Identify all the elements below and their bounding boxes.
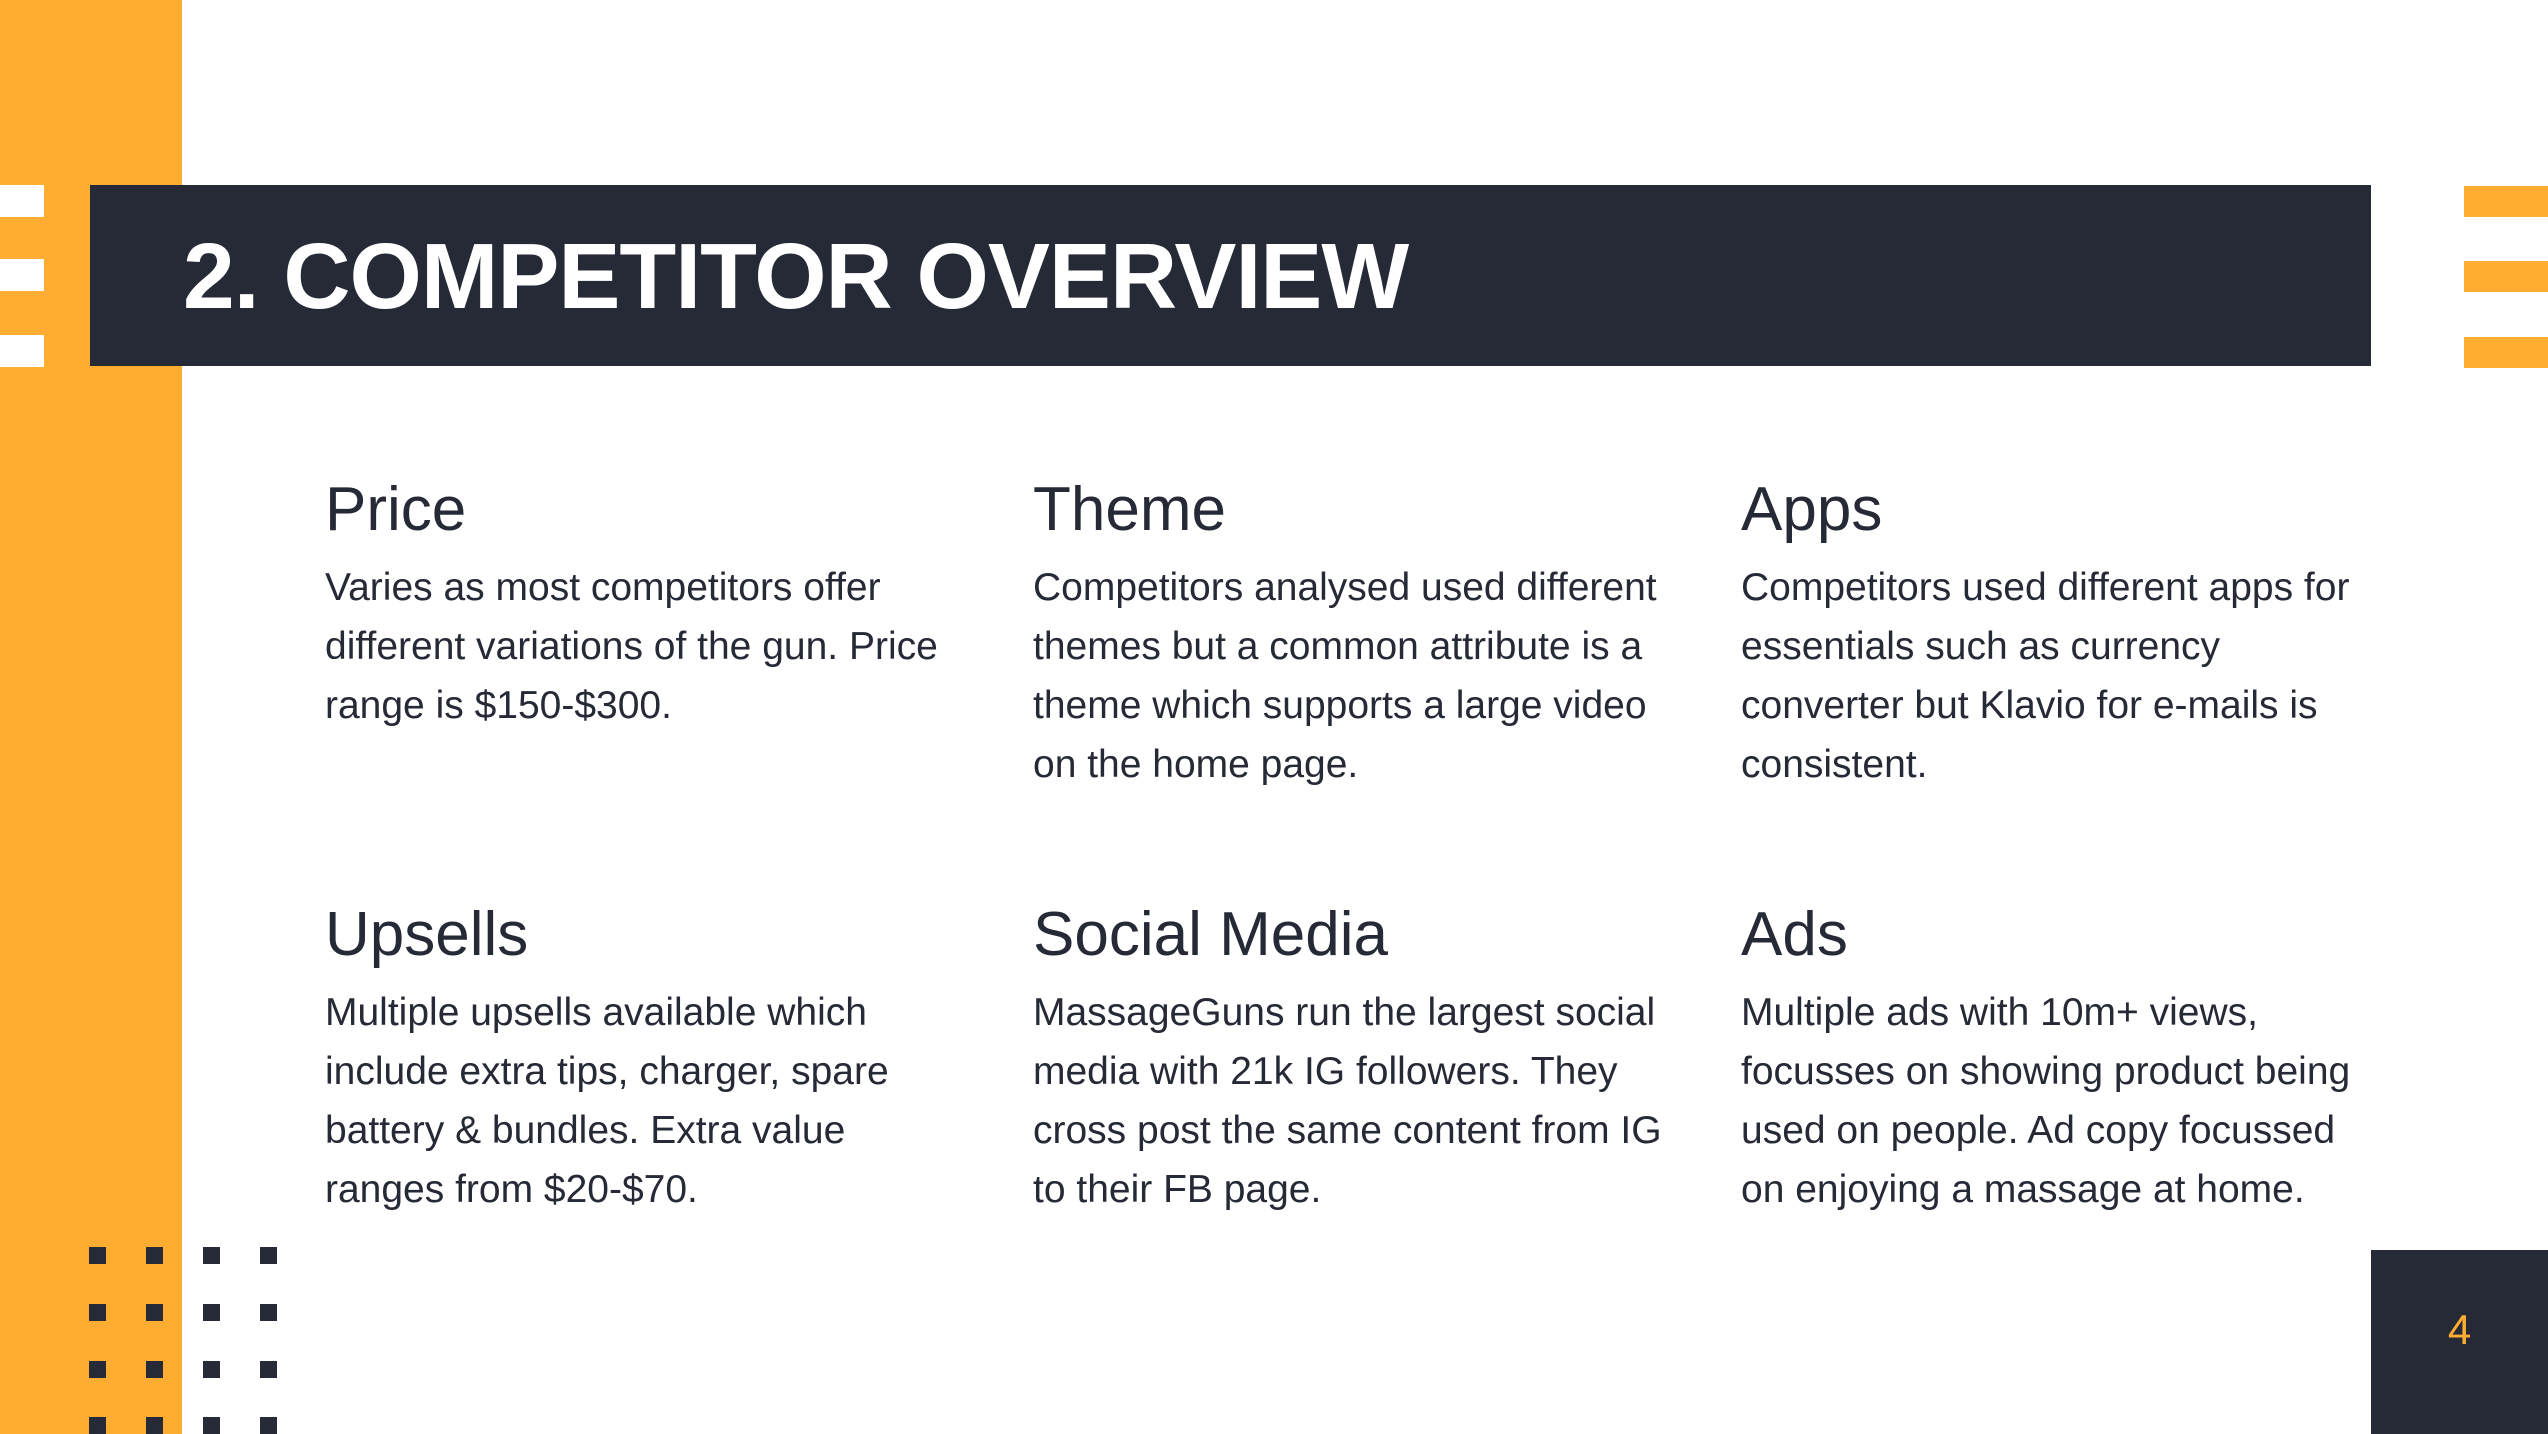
- dot: [203, 1417, 220, 1434]
- card-body: Competitors used different apps for essentials such as currency converter but Klavio for e-mails is consistent.: [1741, 566, 2350, 786]
- dot: [260, 1361, 277, 1378]
- dot: [146, 1304, 163, 1321]
- dot: [260, 1247, 277, 1264]
- right-stripe: [2464, 186, 2548, 217]
- card-heading: Upsells: [325, 900, 529, 969]
- dot: [203, 1361, 220, 1378]
- card-heading: Ads: [1741, 900, 1848, 969]
- card-social-media: [1033, 899, 1673, 1219]
- card-upsells: [325, 899, 965, 1219]
- right-stripe: [2464, 337, 2548, 368]
- card-body: MassageGuns run the largest social media with 21k IG followers. They cross post the same content from IG to their FB page.: [1033, 991, 1662, 1211]
- card-heading: Social Media: [1033, 900, 1388, 969]
- dot: [146, 1247, 163, 1264]
- card-heading: Theme: [1033, 475, 1226, 544]
- dot-grid-decoration: [89, 1247, 279, 1434]
- title-banner: [90, 185, 2371, 366]
- left-stripe: [0, 259, 44, 291]
- card-body: Varies as most competitors offer different variations of the gun. Price range is $150-$300.: [325, 566, 938, 727]
- left-stripe: [0, 185, 44, 217]
- card-ads: [1741, 899, 2381, 1219]
- card-heading: Apps: [1741, 475, 1883, 544]
- slide-title: 2. COMPETITOR OVERVIEW: [183, 224, 1409, 328]
- card-apps: [1741, 474, 2381, 794]
- dot: [260, 1417, 277, 1434]
- page-number: 4: [2447, 1306, 2472, 1353]
- card-heading: Price: [325, 475, 467, 544]
- dot: [89, 1247, 106, 1264]
- dot: [89, 1417, 106, 1434]
- right-stripe: [2464, 261, 2548, 292]
- card-body: Competitors analysed used different themes but a common attribute is a theme which supports a large video on the home page.: [1033, 566, 1657, 786]
- dot: [146, 1361, 163, 1378]
- left-stripe-decoration: [0, 185, 44, 368]
- dot: [89, 1361, 106, 1378]
- dot: [203, 1304, 220, 1321]
- dot: [146, 1417, 163, 1434]
- right-stripe-decoration: [2464, 186, 2548, 368]
- dot: [89, 1304, 106, 1321]
- left-stripe: [0, 335, 44, 367]
- card-price: [325, 474, 965, 735]
- card-body: Multiple ads with 10m+ views, focusses on showing product being used on people. Ad copy focussed on enjoying a massage at home.: [1741, 991, 2351, 1211]
- dot: [203, 1247, 220, 1264]
- page-number-box: [2371, 1250, 2548, 1434]
- card-body: Multiple upsells available which include extra tips, charger, spare battery & bundles. Extra value ranges from $20-$70.: [325, 991, 889, 1211]
- dot: [260, 1304, 277, 1321]
- card-theme: [1033, 474, 1673, 794]
